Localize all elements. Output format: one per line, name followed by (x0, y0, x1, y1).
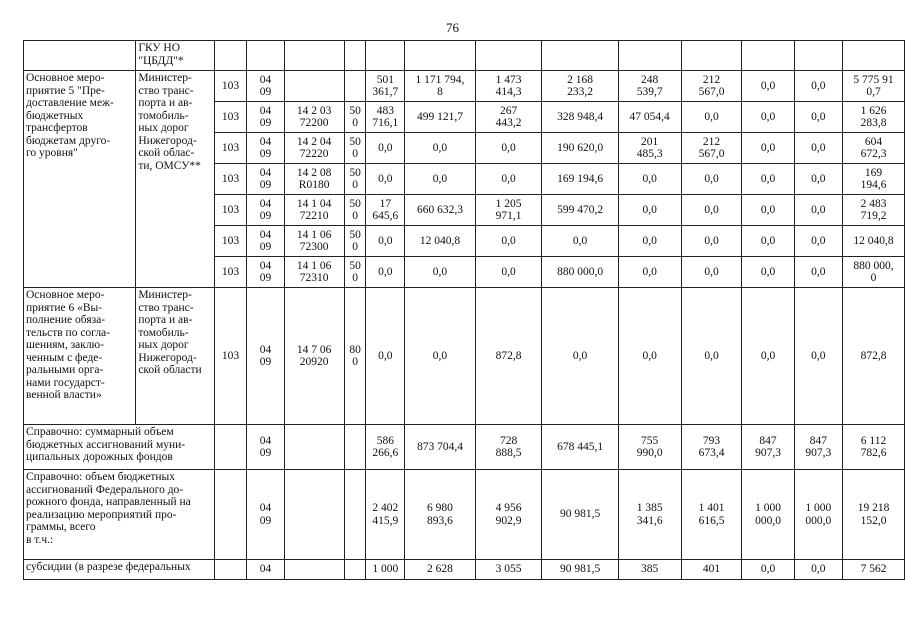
table-row (24, 41, 905, 71)
budget-table (23, 40, 905, 580)
table-cell: 728 888,5 (475, 425, 542, 470)
table-cell (344, 560, 366, 580)
table-cell: 0,0 (742, 226, 794, 257)
empty-cell (542, 41, 618, 71)
table-cell: 880 000,0 (542, 257, 618, 288)
table-cell: 190 620,0 (542, 133, 618, 164)
table-cell: 1 385 341,6 (618, 470, 681, 560)
empty-cell (24, 41, 136, 71)
table-cell (344, 425, 366, 470)
table-cell: 04 09 (247, 257, 284, 288)
table-cell: 7 562 (843, 560, 905, 580)
table-cell: 50 0 (344, 226, 366, 257)
table-cell: 0,0 (475, 164, 542, 195)
table-cell: 04 09 (247, 164, 284, 195)
table-cell: 0,0 (742, 195, 794, 226)
table-cell: 678 445,1 (542, 425, 618, 470)
table-cell: 0,0 (742, 257, 794, 288)
table-cell: 14 1 06 72310 (284, 257, 344, 288)
table-cell: 14 1 06 72300 (284, 226, 344, 257)
table-cell: 04 (247, 560, 284, 580)
empty-cell (618, 41, 681, 71)
table-cell: 90 981,5 (542, 470, 618, 560)
table-cell: 1 000 000,0 (794, 470, 842, 560)
table-cell (344, 71, 366, 102)
table-cell: 0,0 (618, 257, 681, 288)
table-cell: 2 628 (405, 560, 476, 580)
table-cell: 1 401 616,5 (681, 470, 742, 560)
table-cell: 0,0 (794, 71, 842, 102)
table-cell: 04 09 (247, 71, 284, 102)
table-cell: 169 194,6 (542, 164, 618, 195)
table-cell: 328 948,4 (542, 102, 618, 133)
table-cell: 872,8 (843, 288, 905, 425)
table-cell (284, 560, 344, 580)
table-cell: 201 485,3 (618, 133, 681, 164)
table-cell: 0,0 (366, 257, 405, 288)
table-cell: 0,0 (742, 71, 794, 102)
table-cell: 04 09 (247, 470, 284, 560)
table-cell: 873 704,4 (405, 425, 476, 470)
empty-cell (475, 41, 542, 71)
table-cell: 599 470,2 (542, 195, 618, 226)
table-cell: 1 000 (366, 560, 405, 580)
table-cell: 1 171 794, 8 (405, 71, 476, 102)
table-cell: 2 402 415,9 (366, 470, 405, 560)
table-cell (284, 470, 344, 560)
table-cell: 1 473 414,3 (475, 71, 542, 102)
table-cell: 103 (214, 257, 247, 288)
table-cell: 0,0 (794, 195, 842, 226)
table-cell (214, 560, 247, 580)
empty-cell (284, 41, 344, 71)
table-cell: 0,0 (681, 288, 742, 425)
table-cell: 80 0 (344, 288, 366, 425)
table-row (24, 288, 905, 425)
page-number: 76 (446, 20, 459, 35)
measure-5-responsible: Министер- ство транс- порта и ав- томобиль- ных дорог Нижегород- ской облас- ти, ОМСУ** (136, 71, 214, 288)
table-cell: 04 09 (247, 226, 284, 257)
table-cell: 0,0 (405, 257, 476, 288)
table-cell: 212 567,0 (681, 71, 742, 102)
table-cell: 0,0 (681, 164, 742, 195)
measure-5-name: Основное меро- приятие 5 "Пре- доставление меж- бюджетных трансфертов бюджетам друго- го уровня" (24, 71, 136, 288)
table-cell: 586 266,6 (366, 425, 405, 470)
ref3-name: субсидии (в разрезе федеральных (24, 560, 215, 580)
empty-cell (794, 41, 842, 71)
table-cell: 0,0 (794, 288, 842, 425)
table-cell: 103 (214, 226, 247, 257)
table-cell: 0,0 (742, 560, 794, 580)
table-cell: 0,0 (794, 133, 842, 164)
table-cell: 04 09 (247, 288, 284, 425)
table-cell: 50 0 (344, 257, 366, 288)
table-cell: 169 194,6 (843, 164, 905, 195)
table-cell: 0,0 (794, 164, 842, 195)
table-cell: 4 956 902,9 (475, 470, 542, 560)
table-cell: 103 (214, 195, 247, 226)
table-cell: 103 (214, 71, 247, 102)
table-cell: 103 (214, 288, 247, 425)
table-cell: 50 0 (344, 102, 366, 133)
table-cell: 0,0 (542, 226, 618, 257)
table-cell: 19 218 152,0 (843, 470, 905, 560)
table-cell: 0,0 (742, 288, 794, 425)
table-cell: 6 112 782,6 (843, 425, 905, 470)
table-cell: 0,0 (475, 226, 542, 257)
table-cell: 847 907,3 (794, 425, 842, 470)
table-cell: 0,0 (366, 133, 405, 164)
table-cell: 0,0 (405, 164, 476, 195)
table-cell: 872,8 (475, 288, 542, 425)
table-cell: 2 168 233,2 (542, 71, 618, 102)
empty-cell (214, 41, 247, 71)
table-cell: 793 673,4 (681, 425, 742, 470)
table-cell: 12 040,8 (843, 226, 905, 257)
table-cell: 14 2 03 72200 (284, 102, 344, 133)
table-cell: 0,0 (742, 102, 794, 133)
empty-cell (247, 41, 284, 71)
empty-cell (681, 41, 742, 71)
table-cell: 660 632,3 (405, 195, 476, 226)
table-cell: 47 054,4 (618, 102, 681, 133)
table-cell: 0,0 (475, 133, 542, 164)
table-cell: 17 645,6 (366, 195, 405, 226)
table-cell: 103 (214, 133, 247, 164)
table-cell: 0,0 (794, 257, 842, 288)
table-cell: 50 0 (344, 133, 366, 164)
table-cell: 1 626 283,8 (843, 102, 905, 133)
table-cell: 14 2 08 R0180 (284, 164, 344, 195)
table-cell: 0,0 (794, 226, 842, 257)
table-cell: 6 980 893,6 (405, 470, 476, 560)
ref1-name: Справочно: суммарный объем бюджетных ассигнований муни- ципальных дорожных фондов (24, 425, 215, 470)
table-cell: 1 205 971,1 (475, 195, 542, 226)
table-cell: 12 040,8 (405, 226, 476, 257)
table-cell: 5 775 91 0,7 (843, 71, 905, 102)
table-cell: 103 (214, 164, 247, 195)
table-cell: 04 09 (247, 133, 284, 164)
table-cell (344, 470, 366, 560)
empty-cell (742, 41, 794, 71)
table-cell: 14 7 06 20920 (284, 288, 344, 425)
table-cell: 0,0 (366, 288, 405, 425)
table-cell: 14 1 04 72210 (284, 195, 344, 226)
table-cell: 14 2 04 72220 (284, 133, 344, 164)
table-cell: 1 000 000,0 (742, 470, 794, 560)
table-cell: 0,0 (542, 288, 618, 425)
table-cell: 0,0 (794, 102, 842, 133)
table-cell: 50 0 (344, 195, 366, 226)
table-cell: 0,0 (681, 257, 742, 288)
table-cell: 385 (618, 560, 681, 580)
table-cell: 0,0 (618, 226, 681, 257)
table-cell: 04 09 (247, 102, 284, 133)
table-row (24, 425, 905, 470)
table-cell: 501 361,7 (366, 71, 405, 102)
empty-cell (405, 41, 476, 71)
table-row (24, 470, 905, 560)
table-cell: 0,0 (681, 102, 742, 133)
table-cell: 3 055 (475, 560, 542, 580)
measure-6-responsible: Министер- ство транс- порта и ав- томобиль- ных дорог Нижегород- ской области (136, 288, 214, 425)
table-cell: 267 443,2 (475, 102, 542, 133)
table-cell (284, 71, 344, 102)
table-cell: 0,0 (366, 226, 405, 257)
table-cell: 103 (214, 102, 247, 133)
table-cell (214, 425, 247, 470)
table-cell: 604 672,3 (843, 133, 905, 164)
table-cell: 2 483 719,2 (843, 195, 905, 226)
table-cell: 0,0 (681, 226, 742, 257)
table-cell: 0,0 (618, 164, 681, 195)
empty-cell (366, 41, 405, 71)
table-cell: 50 0 (344, 164, 366, 195)
table-cell: 401 (681, 560, 742, 580)
table-cell: 755 990,0 (618, 425, 681, 470)
table-cell (284, 425, 344, 470)
table-cell: 0,0 (618, 195, 681, 226)
empty-cell (843, 41, 905, 71)
table-cell (214, 470, 247, 560)
responsible-cell: ГКУ НО "ЦБДД"* (136, 41, 214, 71)
table-cell: 212 567,0 (681, 133, 742, 164)
measure-6-name: Основное меро- приятие 6 «Вы- полнение обяза- тельств по согла- шениям, заклю- ченным с феде- ральными орга- нами государст- венной власти» (24, 288, 136, 425)
ref2-name: Справочно: объем бюджетных ассигнований Федерального до- рожного фонда, направленный на реализацию мероприятий про- граммы, всего в т.ч.: (24, 470, 215, 560)
table-cell: 0,0 (405, 133, 476, 164)
table-cell: 0,0 (742, 133, 794, 164)
table-cell: 0,0 (742, 164, 794, 195)
table-cell: 0,0 (681, 195, 742, 226)
table-cell: 0,0 (618, 288, 681, 425)
table-cell: 0,0 (475, 257, 542, 288)
table-cell: 483 716,1 (366, 102, 405, 133)
table-cell: 04 09 (247, 195, 284, 226)
empty-cell (344, 41, 366, 71)
table-cell: 248 539,7 (618, 71, 681, 102)
table-cell: 0,0 (794, 560, 842, 580)
table-cell: 0,0 (405, 288, 476, 425)
table-row (24, 560, 905, 580)
table-cell: 04 09 (247, 425, 284, 470)
table-cell: 880 000, 0 (843, 257, 905, 288)
table-cell: 499 121,7 (405, 102, 476, 133)
table-cell: 90 981,5 (542, 560, 618, 580)
table-row (24, 71, 905, 102)
table-cell: 847 907,3 (742, 425, 794, 470)
table-cell: 0,0 (366, 164, 405, 195)
